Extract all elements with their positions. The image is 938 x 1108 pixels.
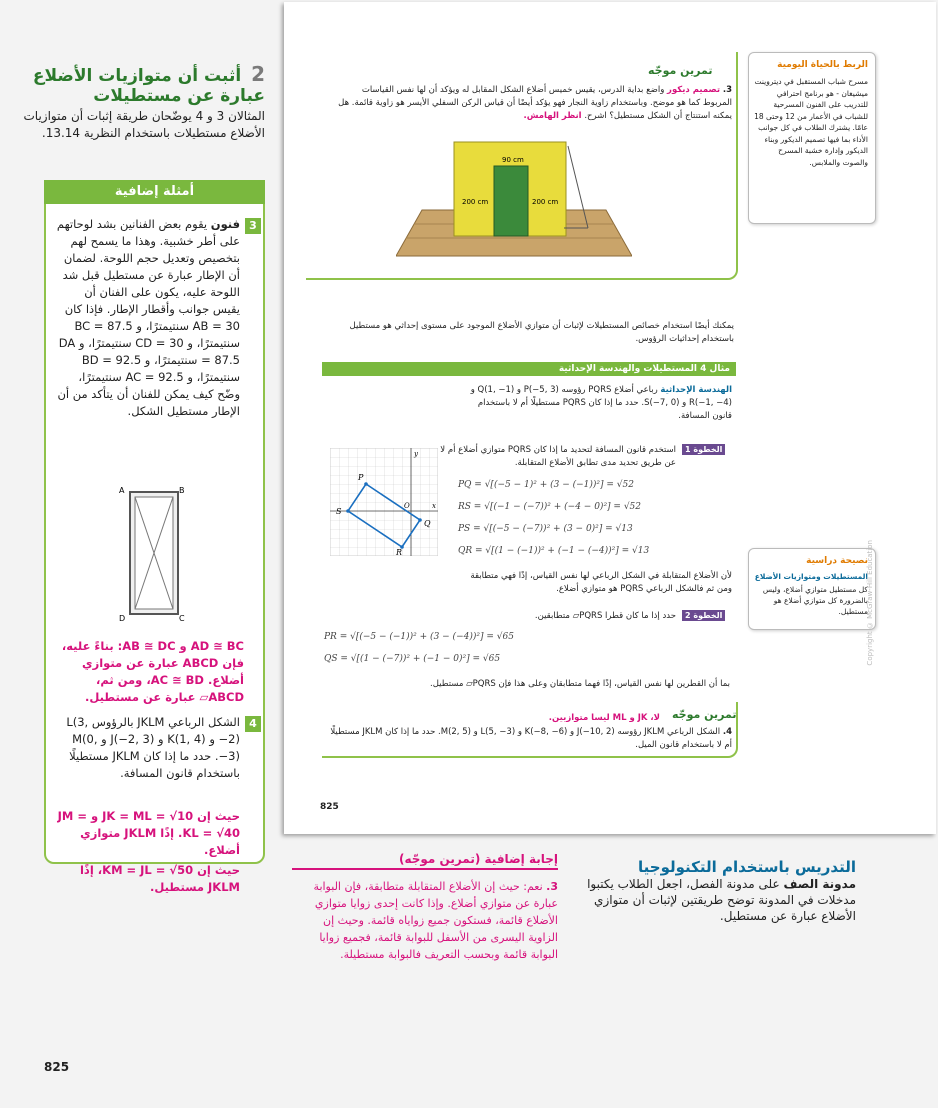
label-c: C (179, 614, 185, 623)
example-3-number: 3 (245, 218, 261, 234)
gp4-number: 4. (722, 727, 732, 737)
label-x: x (432, 502, 436, 510)
point-s (346, 509, 350, 513)
step-1-conclusion: لأن الأضلاع المتقابلة في الشكل الرباعي لها نفس القياس، إذًا فهي متطابقة ومن ثم فالشكل الرباعي PQRS هو متوازي أضلاع. (470, 571, 732, 594)
formula-pq: PQ = √[(−5 − 1)² + (3 − (−1))²] = √52 (458, 480, 634, 490)
point-p (364, 482, 368, 486)
intro-text: يمكنك أيضًا استخدام خصائص المستطيلات لإثبات أن متوازي الأضلاع الموجود على مستوى إحداثي هو مستطيل باستخدام إحداثيات الرؤوس. (349, 321, 734, 344)
label-q: Q (424, 519, 431, 528)
example-4-bar: مثال 4 المستطيلات والهندسة الإحداثية (322, 362, 736, 376)
page-number: 825 (44, 1060, 70, 1074)
coordinate-graph (330, 448, 438, 556)
formula-pr: PR = √[(−5 − (−1))² + (3 − (−4))²] = √65 (324, 632, 514, 642)
extra-examples-header: أمثلة إضافية (44, 180, 265, 204)
label-origin: O (404, 502, 410, 510)
gate-door (494, 166, 528, 236)
additional-answer-text: نعم: حيث إن الأضلاع المتقابلة متطابقة، فإن البوابة عبارة عن متوازي أضلاع. وإذا كانت إحدى زوايا متوازي الأضلاع قائمة، فستكون جميع زواياه قائمة. وحيث إن الزاوية اليسرى من الأسفل للبوابة قائمة، فجميع زوايا البوابة قائمة وبحسب التعريف فالبوابة مستطيلة. (313, 880, 558, 961)
study-tip-title: نصيحة دراسية (806, 556, 868, 566)
lesson-description: المثالان 3 و 4 يوضّحان طريقة إثبات أن متوازيات الأضلاع مستطيلات باستخدام النظرية 13.14. (23, 109, 265, 140)
lesson-number: 2 (251, 62, 265, 86)
example-3-body: يقوم بعض الفنانين بشد لوحاتهم على أطر خشبية. وهذا ما يسمح لهم بتخصيص وتعديل حجم اللوحة. لضمان أن الإطار عبارة عن مستطيل قبل شد اللوحة عليه، يكون على الفنان أن يقيس جوانب وأقطار الإطار. فإذا كان AB = 30 سنتيمترًا، و BC = 87.5 سنتيمترًا، و CD = 30 سنتيمترًا، و DA = 87.5 سنتيمترًا، و BD = 92.5 سنتيمترًا، و AC = 92.5 سنتيمترًا، وضّح كيف يمكن للفنان أن يتأكد من أن الإطار مستطيل الشكل. (56, 217, 240, 418)
tech-body (578, 876, 856, 924)
example-4-lead: الهندسة الإحداثية (660, 385, 732, 395)
label-y: y (414, 450, 418, 458)
real-world-text: مسرح شباب المستقبل في ديتروينت ميشيغان - هو برنامج احترافي للتدريب على الفنون المسرحية للشباب في الأعمار من 12 وحتى 18 عامًا. يشترك الطلاب في كل جوانب الأداء بما فيها تصميم الديكور وبناء الديكور وإدارة خشبة المسرح والصوت والملابس. (754, 77, 868, 167)
study-tip-subtitle: المستطيلات ومتوازيات الأضلاع (754, 572, 868, 581)
tech-text: على مدونة الفصل، اجعل الطلاب يكتبوا مدخلات في المدونة توضح طريقتين لإثبات أن متوازي الأضلاع عبارة عن مستطيل. (587, 877, 856, 923)
label-b: B (179, 486, 185, 495)
step-1-text: استخدم قانون المسافة لتحديد ما إذا كان PQRS متوازي أضلاع أم لا عن طريق تحديد مدى تطابق الأضلاع المتقابلة. (440, 445, 676, 468)
example-4-prompt-text: رباعي أضلاع PQRS رؤوسه P(−5, 3) و Q(1, −1) و R(−1, −4) و S(−7, 0). حدد ما إذا كان PQRS مستطيلًا أم لا باستخدام قانون المسافة. (470, 385, 732, 421)
student-page-number: 825 (320, 802, 339, 812)
formula-qr: QR = √[(1 − (−1))² + (−1 − (−4))²] = √13 (458, 546, 650, 556)
formula-rs: RS = √[(−1 − (−7))² + (−4 − 0)²] = √52 (458, 502, 642, 512)
gp3-lead: تصميم ديكور (667, 85, 721, 95)
example-4-answer-1: حيث إن JK = ML = √10 و JM = KL = √40. إذًا JKLM متوازي أضلاع. (57, 809, 240, 857)
tech-title: التدريس باستخدام التكنولوجيا (638, 858, 856, 876)
gp4-hint: لا، JK و ML ليسا متوازيين. (548, 713, 660, 723)
example-4-answer-2: حيث إن KM = JL = √50، إذًا JKLM مستطيل. (79, 863, 240, 894)
additional-answer-body (294, 878, 558, 963)
gp3-see-margin: انظر الهامش. (523, 111, 582, 121)
guided-practice-3 (330, 84, 732, 123)
step-2-text: حدد إذا ما كان قطرا PQRS▱ متطابقين. (534, 611, 676, 621)
tech-lead: مدونة الصف (783, 877, 856, 891)
step-2-tab: الخطوة 2 (682, 610, 725, 621)
formula-ps: PS = √[(−5 − (−7))² + (3 − 0)²] = √13 (458, 524, 633, 534)
lesson-title: أثبت أن متوازيات الأضلاع عبارة عن مستطيلات (32, 66, 265, 106)
example-4-conclusion: بما أن القطرين لها نفس القياس، إذًا فهما متطابقان وعلى هذا فإن PQRS▱ مستطيل. (430, 679, 730, 689)
graph-grid (330, 448, 438, 556)
dim-top: 90 cm (502, 156, 524, 164)
guided-practice-4-label: تمرين موجّه (672, 708, 737, 721)
example-3-text (54, 216, 240, 420)
real-world-title: الربط بالحياة اليومية (777, 60, 868, 70)
gp3-number: 3. (722, 85, 732, 95)
point-q (418, 518, 422, 522)
step-1-tab: الخطوة 1 (682, 444, 725, 455)
example-4-number: 4 (245, 716, 261, 732)
guided-practice-4 (330, 726, 732, 752)
label-p: P (358, 473, 364, 482)
lesson-heading (20, 64, 265, 106)
study-tip-text: كل مستطيل متوازي أضلاع، وليس بالضرورة كل متوازي أضلاع هو مستطيل. (762, 585, 868, 616)
label-s: S (336, 507, 342, 516)
formula-qs: QS = √[(1 − (−7))² + (−1 − 0)²] = √65 (324, 654, 501, 664)
example-3-answer: AD ≅ BC و AB ≅ DC: بناءً عليه، فإن ABCD عبارة عن متوازي أضلاع. AC ≅ BD، ومن ثم، ABCD▱ عبارة عن مستطيل. (61, 639, 244, 704)
frame-figure (118, 484, 188, 624)
label-r: R (396, 548, 403, 556)
gate-figure (396, 138, 632, 268)
additional-answer-title: إجابة إضافية (تمرين موجّه) (292, 852, 558, 870)
additional-answer-number: 3. (546, 880, 558, 893)
example-4-prompt (460, 384, 732, 423)
dim-left: 200 cm (462, 198, 489, 206)
example-4-text: الشكل الرباعي JKLM بالرؤوس L(3, −2) و K(1, 4) و J(−2, 3) و M(0, −3). حدد ما إذا كان JKLM مستطيلًا باستخدام قانون المسافة. (66, 715, 240, 780)
example-3-lead: فنون (210, 217, 240, 231)
label-a: A (119, 486, 125, 495)
gp3-text: واضع بداية الدرس، يقيس خميس أضلاع الشكل المقابل له ويؤكد أن لها نفس القياسات المربوط كما هو موضح. وباستخدام زاوية النجار فهو يؤكد أيضًا أن قياس الركن السفلي الأيسر هو زاوية قائمة. هل يمكنه استنتاج أن الشكل مستطيل؟ اشرح. (338, 85, 732, 121)
guided-practice-label: تمرين موجّه (648, 64, 713, 77)
label-d: D (119, 614, 126, 623)
dim-right: 200 cm (532, 198, 559, 206)
copyright-watermark: Copyright © McGraw-Hill Education (866, 540, 874, 666)
gp4-text: الشكل الرباعي JKLM رؤوسه J(−10, 2) و K(−8, −6) و L(5, −3) و M(2, 5). حدد ما إذا كان JKLM مستطيلًا أم لا باستخدام قانون الميل. (330, 727, 732, 750)
